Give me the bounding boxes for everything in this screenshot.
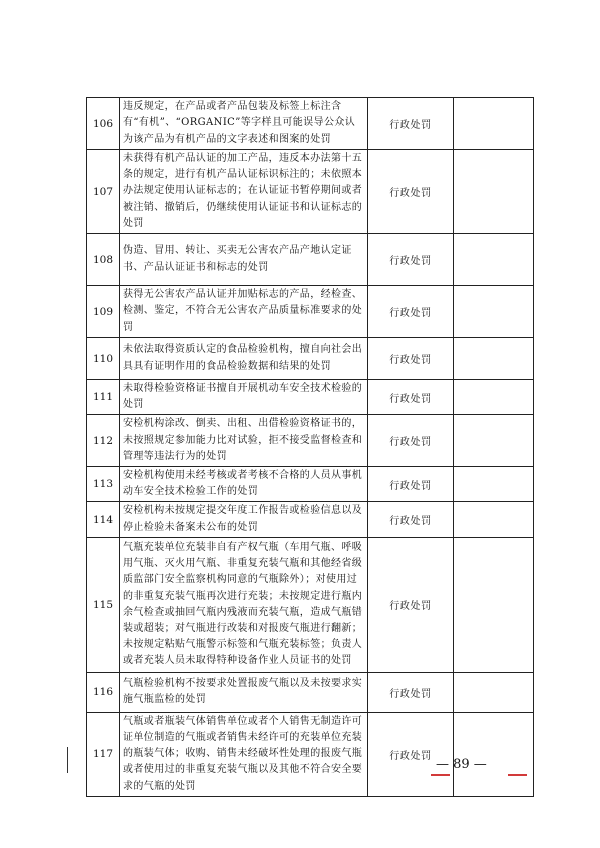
page-number-underline-right [508,774,527,776]
page-number-underline-left [431,774,450,776]
row-number: 110 [87,338,120,380]
table-row [87,98,534,150]
row-number: 106 [87,98,120,150]
table-row [87,712,534,796]
row-number: 116 [87,672,120,712]
row-number: 111 [87,380,120,415]
table-row [87,502,534,537]
table-row [87,537,534,672]
penalty-item-description: 气瓶或者瓶装气体销售单位或者个人销售无制造许可证单位制造的气瓶或者销售未经许可的充装单位充装的瓶装气体；收购、销售未经破坏性处理的报废气瓶或者使用过的非重复充装气瓶以及其他不符合安全要求的气瓶的处罚 [120,712,368,796]
blank-cell [454,467,534,502]
blank-cell [454,338,534,380]
penalty-item-description: 获得无公害农产品认证并加贴标志的产品，经检查、检测、鉴定，不符合无公害农产品质量标准要求的处罚 [120,286,368,338]
power-type: 行政处罚 [368,672,454,712]
penalty-item-description: 未取得检验资格证书擅自开展机动车安全技术检验的处罚 [120,380,368,415]
table-row [87,380,534,415]
power-type: 行政处罚 [368,415,454,467]
row-number: 115 [87,537,120,672]
page-number: — 89 — [436,757,487,772]
power-type: 行政处罚 [368,537,454,672]
blank-cell [454,502,534,537]
row-number: 108 [87,234,120,286]
penalty-table-container [86,97,524,797]
power-type: 行政处罚 [368,338,454,380]
penalty-item-description: 安检机构涂改、倒卖、出租、出借检验资格证书的，未按照规定参加能力比对试验，拒不接受监督检查和管理等违法行为的处罚 [120,415,368,467]
penalty-item-description: 伪造、冒用、转让、买卖无公害农产品产地认定证书、产品认证证书和标志的处罚 [120,234,368,286]
row-number: 117 [87,712,120,796]
blank-cell [454,150,534,234]
power-type: 行政处罚 [368,234,454,286]
power-type: 行政处罚 [368,286,454,338]
blank-cell [454,672,534,712]
blank-cell [454,712,534,796]
penalty-item-description: 安检机构使用未经考核或者考核不合格的人员从事机动车安全技术检验工作的处罚 [120,467,368,502]
blank-cell [454,98,534,150]
penalty-item-description: 气瓶充装单位充装非自有产权气瓶（车用气瓶、呼吸用气瓶、灭火用气瓶、非重复充装气瓶和其他经省级质监部门安全监察机构同意的气瓶除外）；对使用过的非重复充装气瓶再次进行充装；未按规定进行瓶内余气检查或抽回气瓶内残液而充装气瓶，造成气瓶错装或超装；对气瓶进行改装和对报废气瓶进行翻新；未按规定粘贴气瓶警示标签和气瓶充装标签；负责人或者充装人员未取得特种设备作业人员证书的处罚 [120,537,368,672]
table-row [87,415,534,467]
blank-cell [454,415,534,467]
penalty-table [86,97,534,797]
power-type: 行政处罚 [368,712,454,796]
table-row [87,672,534,712]
power-type: 行政处罚 [368,380,454,415]
row-number: 107 [87,150,120,234]
row-number: 114 [87,502,120,537]
binding-margin-line [67,747,68,773]
table-row [87,234,534,286]
blank-cell [454,537,534,672]
table-row [87,338,534,380]
power-type: 行政处罚 [368,150,454,234]
penalty-item-description: 未依法取得资质认定的食品检验机构，擅自向社会出具具有证明作用的食品检验数据和结果的处罚 [120,338,368,380]
penalty-item-description: 违反规定，在产品或者产品包装及标签上标注含有“有机”、“ORGANIC”等字样且可能误导公众认为该产品为有机产品的文字表述和图案的处罚 [120,98,368,150]
row-number: 109 [87,286,120,338]
power-type: 行政处罚 [368,98,454,150]
power-type: 行政处罚 [368,467,454,502]
blank-cell [454,286,534,338]
penalty-item-description: 气瓶检验机构不按要求处置报废气瓶以及未按要求实施气瓶监检的处罚 [120,672,368,712]
table-row [87,286,534,338]
penalty-item-description: 安检机构未按规定提交年度工作报告或检验信息以及停止检验未备案未公布的处罚 [120,502,368,537]
penalty-item-description: 未获得有机产品认证的加工产品，违反本办法第十五条的规定，进行有机产品认证标识标注的；未依照本办法规定使用认证标志的；在认证证书暂停期间或者被注销、撤销后，仍继续使用认证证书和认证标志的处罚 [120,150,368,234]
table-row [87,467,534,502]
row-number: 113 [87,467,120,502]
blank-cell [454,380,534,415]
table-row [87,150,534,234]
power-type: 行政处罚 [368,502,454,537]
row-number: 112 [87,415,120,467]
penalty-table-body [87,98,534,797]
blank-cell [454,234,534,286]
